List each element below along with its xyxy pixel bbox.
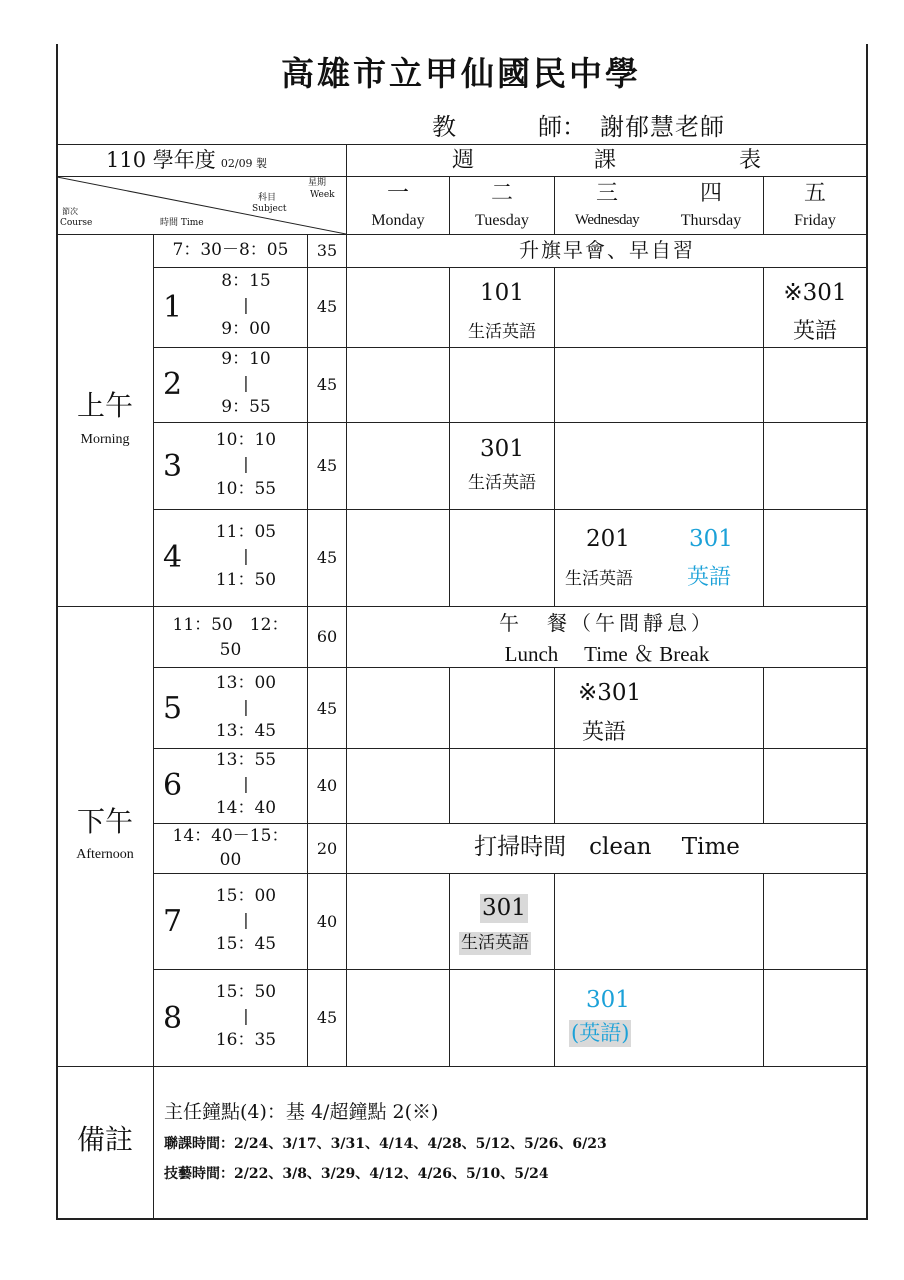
class-p5-wed-subject: 英語 [582, 720, 627, 745]
remarks-line-2: 聯課時間：2/24、3/17、3/31、4/14、4/28、5/12、5/26、6/23 [164, 1136, 607, 1152]
period-2-end: 9：55 [221, 397, 271, 417]
class-p4-wed-code: 201 [586, 526, 630, 552]
section-morning-en: Morning [80, 432, 130, 447]
period-6-start: 13：55 [215, 750, 277, 770]
corner-time-zh: 時間 [160, 218, 179, 228]
period-8-start: 15：50 [215, 982, 277, 1002]
section-remarks-zh: 備註 [76, 1123, 133, 1156]
period-5-sep: | [243, 697, 249, 716]
corner-time [160, 219, 204, 228]
lunch-time-a: 11：50 12： [172, 615, 289, 635]
period-5-number: 5 [163, 691, 183, 726]
lunch-minutes: 60 [316, 627, 338, 646]
period-4-end: 11：50 [215, 570, 277, 590]
school-year-main: 110 學年度 [106, 148, 216, 172]
corner-course-en: Course [60, 218, 93, 228]
corner-course-zh: 節次 [62, 207, 78, 216]
period-4-number: 4 [163, 540, 183, 575]
period-4-sep: | [243, 546, 249, 565]
period-3-number: 3 [163, 449, 183, 484]
period-1-number: 1 [163, 290, 183, 325]
class-p8-wed-code: 301 [586, 987, 630, 1013]
class-p4-thu-subject: 英語 [687, 565, 732, 590]
class-p1-fri-code: ※301 [783, 280, 847, 306]
school-year [106, 150, 267, 171]
period-1-end: 9：00 [221, 319, 271, 339]
period-6-minutes: 40 [316, 776, 338, 795]
corner-week-en: Week [310, 190, 335, 200]
period-7-sep: | [243, 910, 249, 929]
period-2-start: 9：10 [221, 349, 271, 369]
teacher-label-b: 師： [538, 113, 586, 141]
period-2-sep: | [243, 373, 249, 392]
cleaning-minutes: 20 [316, 839, 338, 858]
period-2-number: 2 [163, 367, 183, 402]
day-fri-zh: 五 [803, 181, 826, 206]
period-3-minutes: 45 [316, 456, 338, 475]
period-6-end: 14：40 [215, 798, 277, 818]
period-6-number: 6 [163, 768, 183, 803]
school-title: 高雄市立甲仙國民中學 [281, 54, 641, 93]
day-mon-zh: 一 [386, 181, 409, 206]
class-p4-wed-subject: 生活英語 [565, 569, 633, 589]
class-p1-tue-subject: 生活英語 [468, 322, 536, 342]
period-4-start: 11：05 [215, 522, 277, 542]
corner-subject-zh: 科目 [258, 193, 277, 203]
day-thu-en: Thursday [680, 212, 742, 229]
class-p3-tue-subject: 生活英語 [468, 473, 536, 493]
remarks-line-1: 主任鐘點(4)：基 4/超鐘點 2(※) [164, 1101, 439, 1123]
day-fri-en: Friday [794, 212, 836, 229]
period-7-minutes: 40 [316, 912, 338, 931]
school-year-sub: 02/09 製 [220, 157, 268, 170]
cleaning-time-a: 14：40－15： [172, 826, 289, 846]
lunch-label-zh: 午 餐（午間靜息） [499, 611, 715, 635]
day-tue-zh: 二 [490, 181, 513, 206]
day-wed-en: Wednesday [574, 212, 640, 228]
corner-week-zh: 星期 [308, 178, 327, 188]
class-p1-fri-subject: 英語 [792, 319, 837, 344]
period-3-sep: | [243, 454, 249, 473]
teacher-name: 謝郁慧老師 [600, 113, 725, 141]
period-8-sep: | [243, 1006, 249, 1025]
day-thu-zh: 四 [699, 181, 722, 206]
class-p7-tue-subject: 生活英語 [461, 933, 529, 953]
period-4-minutes: 45 [316, 548, 338, 567]
timetable-title-1: 週 [451, 148, 474, 173]
period-8-number: 8 [163, 1001, 183, 1036]
teacher-label-a: 教 [432, 113, 456, 141]
period-7-start: 15：00 [215, 886, 277, 906]
assembly-minutes: 35 [316, 241, 338, 260]
day-tue-en: Tuesday [475, 212, 529, 229]
class-p3-tue-code: 301 [480, 436, 524, 462]
class-p4-thu-code: 301 [689, 526, 733, 552]
period-8-minutes: 45 [316, 1008, 338, 1027]
remarks-line-3: 技藝時間：2/22、3/8、3/29、4/12、4/26、5/10、5/24 [164, 1166, 549, 1182]
period-5-minutes: 45 [316, 699, 338, 718]
period-2-minutes: 45 [316, 375, 338, 394]
section-afternoon-zh: 下午 [76, 805, 133, 838]
class-p5-wed-code: ※301 [578, 680, 642, 706]
class-p1-tue-code: 101 [480, 280, 524, 306]
period-1-minutes: 45 [316, 297, 338, 316]
period-3-end: 10：55 [215, 479, 277, 499]
day-wed-zh: 三 [595, 181, 618, 206]
section-morning-zh: 上午 [76, 389, 133, 422]
corner-subject-en: Subject [252, 204, 287, 214]
timetable-title-2: 課 [593, 148, 616, 173]
assembly-time: 7：30－8：05 [172, 240, 289, 260]
day-mon-en: Monday [371, 212, 425, 229]
assembly-label: 升旗早會、早自習 [519, 238, 695, 262]
period-8-end: 16：35 [215, 1030, 277, 1050]
lunch-label-en: Lunch Time ＆ Break [504, 642, 710, 666]
period-6-sep: | [243, 774, 249, 793]
corner-time-en: Time [180, 218, 204, 228]
period-1-sep: | [243, 295, 249, 314]
cleaning-time-b: 00 [219, 850, 242, 870]
period-5-end: 13：45 [215, 721, 277, 741]
lunch-time-b: 50 [219, 640, 242, 660]
period-7-end: 15：45 [215, 934, 277, 954]
period-1-start: 8：15 [221, 271, 271, 291]
timetable-title-3: 表 [738, 148, 761, 173]
class-p7-tue-code: 301 [482, 895, 526, 921]
class-p8-wed-subject: (英語) [571, 1021, 630, 1045]
period-5-start: 13：00 [215, 673, 277, 693]
period-3-start: 10：10 [215, 430, 277, 450]
cleaning-label: 打掃時間 clean Time [474, 834, 740, 860]
section-afternoon-en: Afternoon [76, 847, 134, 862]
period-7-number: 7 [163, 904, 183, 939]
